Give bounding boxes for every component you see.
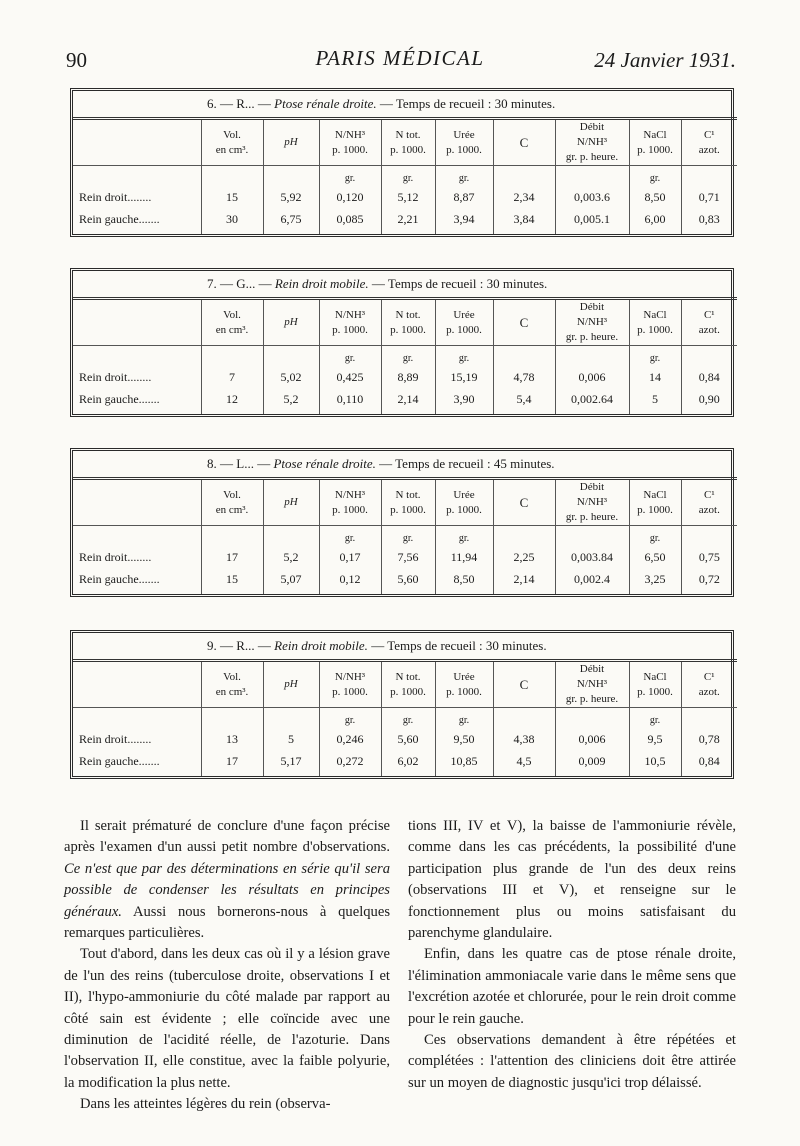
column-header-debit: Débit N/NH³ gr. p. heure. bbox=[555, 299, 629, 346]
cell-ph: 5,02 bbox=[263, 364, 319, 388]
column-header-ph: pH bbox=[263, 299, 319, 346]
cell-uree: 9,50 bbox=[435, 726, 493, 750]
cell-c: 4,38 bbox=[493, 726, 555, 750]
cell-ntot: 8,89 bbox=[381, 364, 435, 388]
row-label-header bbox=[73, 299, 201, 346]
cell-debit: 0,002.64 bbox=[555, 388, 629, 414]
cell-vol: 13 bbox=[201, 726, 263, 750]
paragraph: Ces observations demandent à être répétées et complétées : l'attention des cliniciens doit être attirée sur un moyen de diagnostic jusqu'ici trop délaissé. bbox=[408, 1032, 736, 1091]
unit-label: gr. bbox=[435, 708, 493, 727]
cell-ntot: 2,14 bbox=[381, 388, 435, 414]
unit-label: gr. bbox=[435, 526, 493, 545]
observation-table bbox=[70, 630, 734, 779]
column-header-ntot: N tot. p. 1000. bbox=[381, 299, 435, 346]
column-header-ph: pH bbox=[263, 479, 319, 526]
cell-ci: 0,71 bbox=[681, 184, 737, 208]
cell-ph: 5,17 bbox=[263, 750, 319, 776]
row-label: Rein droit........ bbox=[79, 549, 152, 564]
cell-uree: 3,90 bbox=[435, 388, 493, 414]
column-header-nacl: NaCl p. 1000. bbox=[629, 299, 681, 346]
paragraph: tions III, IV et V), la baisse de l'ammoniurie révèle, comme dans les cas précédents, la possibilité d'une participation plus grande de l'un des deux reins (observations III et V), et renseigne sur le fonctionnement plus ou moins satisfaisant du parenchyme glandulaire. bbox=[408, 818, 736, 942]
table-caption bbox=[73, 91, 737, 119]
cell-debit: 0,003.6 bbox=[555, 184, 629, 208]
text-column-right bbox=[408, 816, 736, 1094]
cell-c: 5,4 bbox=[493, 388, 555, 414]
table-row bbox=[73, 726, 737, 750]
cell-uree: 11,94 bbox=[435, 544, 493, 568]
cell-c: 4,5 bbox=[493, 750, 555, 776]
diagnosis: Ptose rénale droite. bbox=[274, 96, 377, 111]
cell-debit: 0,006 bbox=[555, 364, 629, 388]
cell-debit: 0,002.4 bbox=[555, 568, 629, 594]
column-header-debit: Débit N/NH³ gr. p. heure. bbox=[555, 119, 629, 166]
diagnosis: Rein droit mobile. bbox=[274, 638, 368, 653]
cell-nacl: 5 bbox=[629, 388, 681, 414]
column-header-c: C bbox=[493, 299, 555, 346]
unit-label: gr. bbox=[629, 346, 681, 365]
column-header-nacl: NaCl p. 1000. bbox=[629, 479, 681, 526]
observation-table bbox=[70, 448, 734, 597]
observation-number: 9. — R... — bbox=[207, 638, 271, 653]
cell-nnh3: 0,110 bbox=[319, 388, 381, 414]
cell-vol: 17 bbox=[201, 750, 263, 776]
cell-ci: 0,72 bbox=[681, 568, 737, 594]
cell-c: 3,84 bbox=[493, 208, 555, 234]
cell-ph: 5,2 bbox=[263, 388, 319, 414]
table-caption bbox=[73, 633, 737, 661]
unit-label: gr. bbox=[319, 346, 381, 365]
cell-ci: 0,83 bbox=[681, 208, 737, 234]
cell-ntot: 5,60 bbox=[381, 568, 435, 594]
column-header-ntot: N tot. p. 1000. bbox=[381, 479, 435, 526]
cell-nacl: 6,00 bbox=[629, 208, 681, 234]
cell-ci: 0,75 bbox=[681, 544, 737, 568]
paragraph: Enfin, dans les quatre cas de ptose rénale droite, l'élimination ammoniacale varie dans le même sens que l'excrétion azotée et chlorurée, pour le rein droit comme pour le rein gauche. bbox=[408, 946, 736, 1027]
observation-table bbox=[70, 268, 734, 417]
cell-c: 2,25 bbox=[493, 544, 555, 568]
unit-label: gr. bbox=[381, 166, 435, 185]
cell-uree: 3,94 bbox=[435, 208, 493, 234]
table-row bbox=[73, 208, 737, 234]
issue-date: 24 Janvier 1931. bbox=[594, 48, 736, 72]
cell-nacl: 8,50 bbox=[629, 184, 681, 208]
cell-debit: 0,005.1 bbox=[555, 208, 629, 234]
column-header-uree: Urée p. 1000. bbox=[435, 479, 493, 526]
cell-nacl: 3,25 bbox=[629, 568, 681, 594]
cell-nnh3: 0,12 bbox=[319, 568, 381, 594]
cell-ntot: 2,21 bbox=[381, 208, 435, 234]
unit-label: gr. bbox=[319, 526, 381, 545]
column-header-ph: pH bbox=[263, 661, 319, 708]
paragraph: Il serait prématuré de conclure d'une façon précise après l'examen d'un aussi petit nombre d'observations. Ce n'est que par des déterminations en série qu'il sera possible de condenser les résultats en principes généraux. Aussi nous bornerons-nous à quelques remarques particulières. bbox=[64, 818, 391, 942]
column-header-c: C bbox=[493, 119, 555, 166]
cell-ph: 5 bbox=[263, 726, 319, 750]
observation-number: 8. — L... — bbox=[207, 456, 271, 471]
column-header-uree: Urée p. 1000. bbox=[435, 661, 493, 708]
row-label-header bbox=[73, 661, 201, 708]
cell-vol: 17 bbox=[201, 544, 263, 568]
paragraph: Tout d'abord, dans les deux cas où il y a lésion grave de l'un des reins (tuberculose droite, observations I et II), l'hypo-ammoniurie du côté malade par rapport au côté sain est évidente ; elle coïncide avec une diminution de l'acidité réelle, de l'azoturie. Dans l'observation II, elle constitue, avec la faible polyurie, la modification la plus nette. bbox=[64, 946, 390, 1091]
table-caption bbox=[73, 271, 737, 299]
column-header-nnh3: N/NH³ p. 1000. bbox=[319, 119, 381, 166]
column-header-debit: Débit N/NH³ gr. p. heure. bbox=[555, 661, 629, 708]
column-header-c: C bbox=[493, 661, 555, 708]
text-column-left bbox=[64, 816, 390, 1116]
column-header-ci: C¹ azot. bbox=[681, 479, 737, 526]
unit-label: gr. bbox=[629, 166, 681, 185]
cell-nnh3: 0,085 bbox=[319, 208, 381, 234]
column-header-c: C bbox=[493, 479, 555, 526]
column-header-nnh3: N/NH³ p. 1000. bbox=[319, 661, 381, 708]
unit-label: gr. bbox=[435, 346, 493, 365]
column-header-ci: C¹ azot. bbox=[681, 119, 737, 166]
table-row bbox=[73, 544, 737, 568]
cell-nacl: 14 bbox=[629, 364, 681, 388]
cell-debit: 0,009 bbox=[555, 750, 629, 776]
journal-title: PARIS MÉDICAL bbox=[315, 46, 485, 70]
cell-vol: 30 bbox=[201, 208, 263, 234]
column-header-nacl: NaCl p. 1000. bbox=[629, 119, 681, 166]
row-label: Rein droit........ bbox=[79, 369, 152, 384]
unit-label: gr. bbox=[629, 526, 681, 545]
table-row bbox=[73, 364, 737, 388]
row-label-header bbox=[73, 119, 201, 166]
cell-ph: 5,92 bbox=[263, 184, 319, 208]
column-header-ntot: N tot. p. 1000. bbox=[381, 661, 435, 708]
cell-ci: 0,84 bbox=[681, 364, 737, 388]
unit-label: gr. bbox=[381, 526, 435, 545]
table-row bbox=[73, 184, 737, 208]
column-header-ci: C¹ azot. bbox=[681, 661, 737, 708]
cell-ci: 0,78 bbox=[681, 726, 737, 750]
cell-vol: 12 bbox=[201, 388, 263, 414]
column-header-nnh3: N/NH³ p. 1000. bbox=[319, 479, 381, 526]
cell-c: 4,78 bbox=[493, 364, 555, 388]
paragraph: Dans les atteintes légères du rein (observa- bbox=[80, 1096, 331, 1113]
unit-label: gr. bbox=[319, 708, 381, 727]
table-row bbox=[73, 750, 737, 776]
cell-nnh3: 0,17 bbox=[319, 544, 381, 568]
cell-uree: 15,19 bbox=[435, 364, 493, 388]
cell-ntot: 7,56 bbox=[381, 544, 435, 568]
cell-vol: 15 bbox=[201, 184, 263, 208]
table-row bbox=[73, 568, 737, 594]
cell-ph: 6,75 bbox=[263, 208, 319, 234]
cell-ntot: 6,02 bbox=[381, 750, 435, 776]
column-header-ci: C¹ azot. bbox=[681, 299, 737, 346]
cell-nnh3: 0,272 bbox=[319, 750, 381, 776]
cell-c: 2,34 bbox=[493, 184, 555, 208]
table-row bbox=[73, 388, 737, 414]
collection-time: — Temps de recueil : 30 minutes. bbox=[371, 276, 548, 291]
row-label: Rein droit........ bbox=[79, 189, 152, 204]
cell-ntot: 5,60 bbox=[381, 726, 435, 750]
row-label: Rein gauche....... bbox=[79, 571, 160, 586]
column-header-nnh3: N/NH³ p. 1000. bbox=[319, 299, 381, 346]
column-header-ntot: N tot. p. 1000. bbox=[381, 119, 435, 166]
cell-ntot: 5,12 bbox=[381, 184, 435, 208]
column-header-uree: Urée p. 1000. bbox=[435, 299, 493, 346]
diagnosis: Ptose rénale droite. bbox=[273, 456, 376, 471]
table-caption bbox=[73, 451, 737, 479]
cell-ph: 5,07 bbox=[263, 568, 319, 594]
collection-time: — Temps de recueil : 30 minutes. bbox=[371, 638, 547, 653]
column-header-nacl: NaCl p. 1000. bbox=[629, 661, 681, 708]
cell-uree: 8,87 bbox=[435, 184, 493, 208]
unit-label: gr. bbox=[319, 166, 381, 185]
cell-nnh3: 0,120 bbox=[319, 184, 381, 208]
row-label-header bbox=[73, 479, 201, 526]
column-header-vol: Vol. en cm³. bbox=[201, 479, 263, 526]
cell-ci: 0,90 bbox=[681, 388, 737, 414]
diagnosis: Rein droit mobile. bbox=[274, 276, 369, 291]
column-header-debit: Débit N/NH³ gr. p. heure. bbox=[555, 479, 629, 526]
cell-debit: 0,006 bbox=[555, 726, 629, 750]
cell-uree: 10,85 bbox=[435, 750, 493, 776]
column-header-ph: pH bbox=[263, 119, 319, 166]
column-header-vol: Vol. en cm³. bbox=[201, 119, 263, 166]
unit-label: gr. bbox=[629, 708, 681, 727]
page-number: 90 bbox=[66, 48, 87, 72]
row-label: Rein droit........ bbox=[79, 731, 152, 746]
column-header-vol: Vol. en cm³. bbox=[201, 661, 263, 708]
page-header bbox=[62, 44, 738, 74]
unit-label: gr. bbox=[381, 346, 435, 365]
cell-nacl: 9,5 bbox=[629, 726, 681, 750]
cell-ph: 5,2 bbox=[263, 544, 319, 568]
cell-nnh3: 0,246 bbox=[319, 726, 381, 750]
cell-c: 2,14 bbox=[493, 568, 555, 594]
observation-table bbox=[70, 88, 734, 237]
observation-number: 6. — R... — bbox=[207, 96, 271, 111]
collection-time: — Temps de recueil : 45 minutes. bbox=[379, 456, 555, 471]
cell-uree: 8,50 bbox=[435, 568, 493, 594]
cell-vol: 7 bbox=[201, 364, 263, 388]
column-header-uree: Urée p. 1000. bbox=[435, 119, 493, 166]
column-header-vol: Vol. en cm³. bbox=[201, 299, 263, 346]
cell-ci: 0,84 bbox=[681, 750, 737, 776]
cell-nacl: 10,5 bbox=[629, 750, 681, 776]
row-label: Rein gauche....... bbox=[79, 753, 160, 768]
collection-time: — Temps de recueil : 30 minutes. bbox=[379, 96, 556, 111]
cell-nacl: 6,50 bbox=[629, 544, 681, 568]
cell-debit: 0,003.84 bbox=[555, 544, 629, 568]
cell-nnh3: 0,425 bbox=[319, 364, 381, 388]
unit-label: gr. bbox=[381, 708, 435, 727]
row-label: Rein gauche....... bbox=[79, 211, 160, 226]
cell-vol: 15 bbox=[201, 568, 263, 594]
row-label: Rein gauche....... bbox=[79, 391, 160, 406]
unit-label: gr. bbox=[435, 166, 493, 185]
observation-number: 7. — G... — bbox=[207, 276, 272, 291]
